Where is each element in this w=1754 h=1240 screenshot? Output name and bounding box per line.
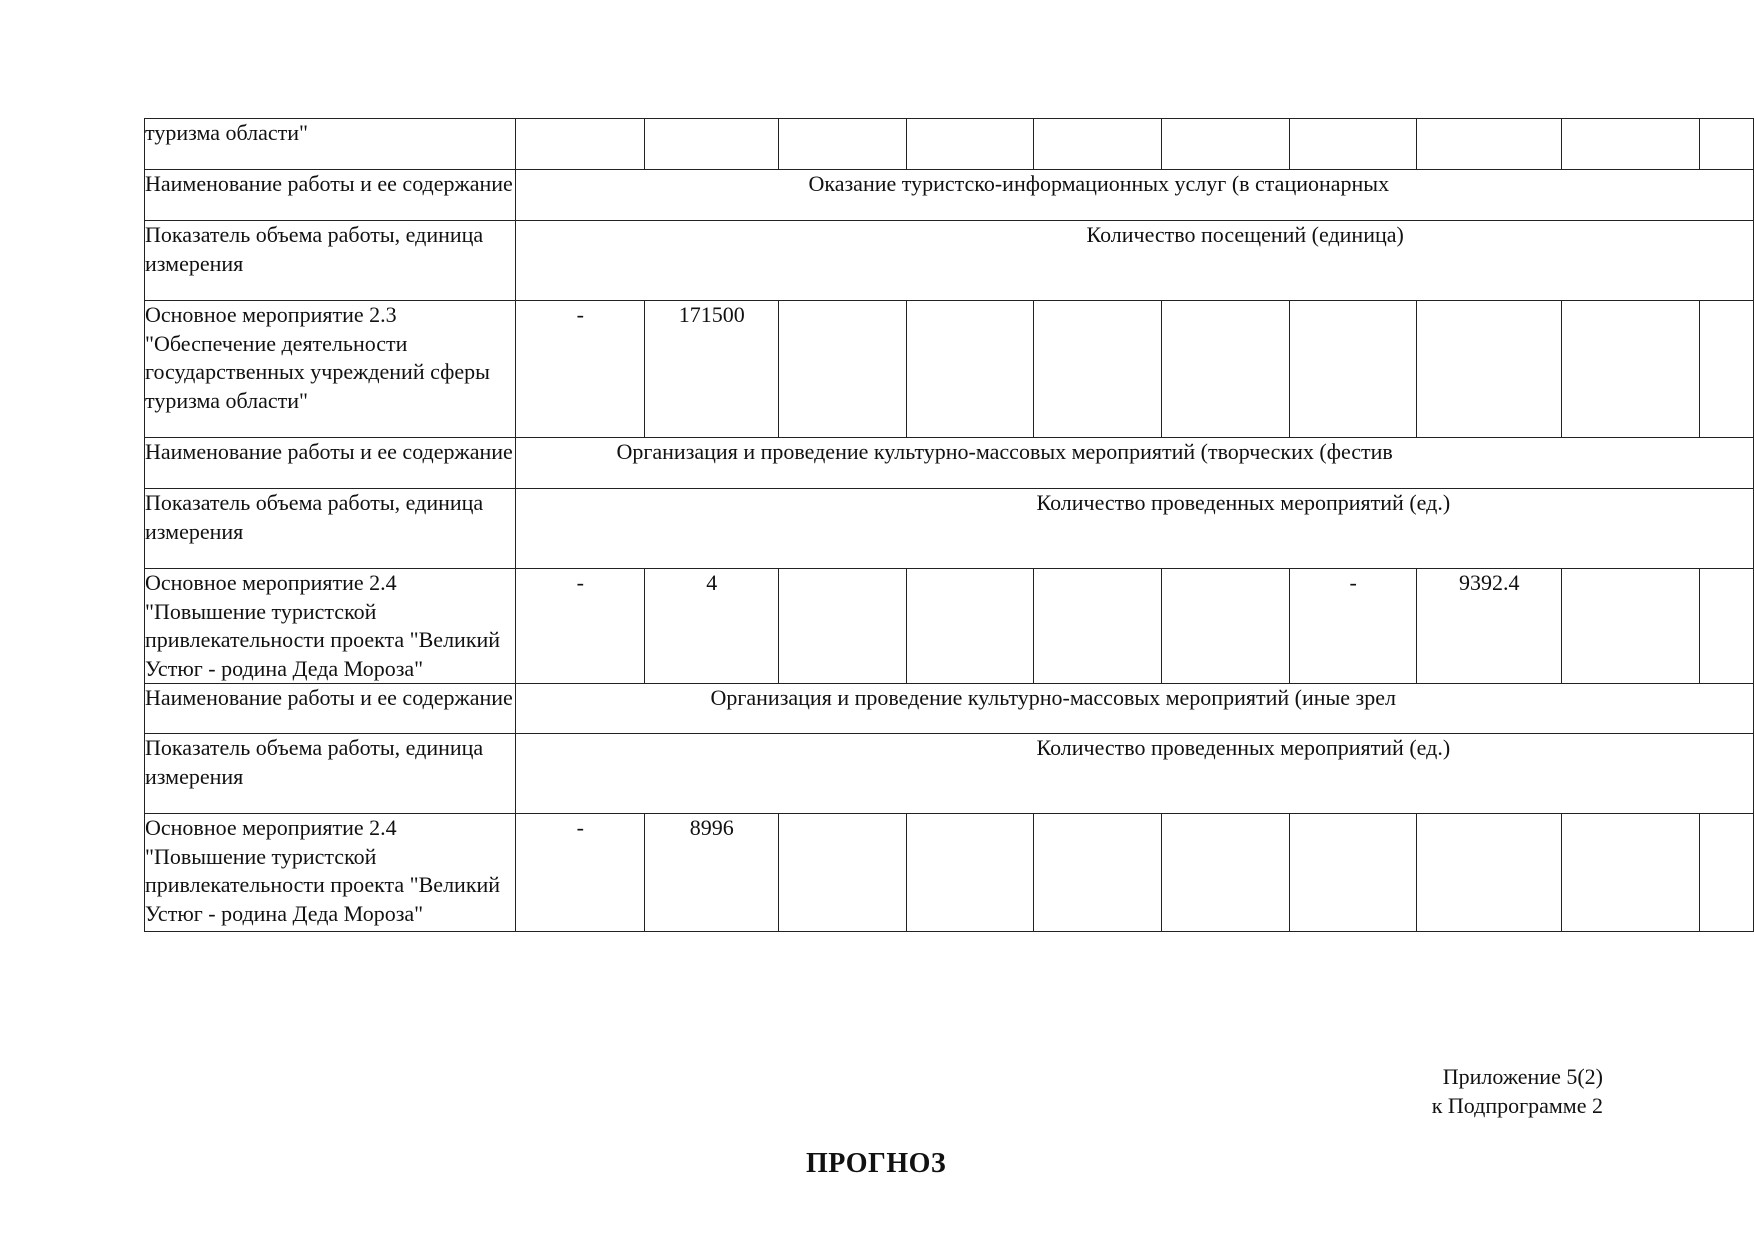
value-cell [779, 301, 907, 438]
value-cell [1289, 119, 1417, 170]
value-cell [1162, 119, 1290, 170]
value-cell [1417, 814, 1562, 932]
value-cell [1699, 569, 1753, 684]
value-cell: 9392.4 [1417, 569, 1562, 684]
value-cell [1162, 814, 1290, 932]
value-cell [1699, 119, 1753, 170]
value-cell [907, 301, 1034, 438]
value-cell: - [516, 569, 645, 684]
annex-reference [1432, 1062, 1603, 1120]
value-cell [1289, 814, 1417, 932]
value-cell [1417, 301, 1562, 438]
value-cell [779, 119, 907, 170]
value-cell [1034, 814, 1162, 932]
section-title: ПРОГНОЗ [806, 1148, 947, 1179]
value-cell [1699, 301, 1753, 438]
table-row-description [145, 221, 1754, 301]
value-cell [1034, 119, 1162, 170]
value-cell: - [516, 301, 645, 438]
merged-description-cell [516, 489, 1754, 569]
value-cell [1034, 569, 1162, 684]
value-cell: 8996 [645, 814, 779, 932]
table-row-description [145, 684, 1754, 734]
value-cell: 171500 [645, 301, 779, 438]
value-cell [1562, 301, 1700, 438]
value-cell [645, 119, 779, 170]
indicators-table [144, 118, 1754, 932]
row-label: Показатель объема работы, единица измерения [145, 734, 516, 814]
value-cell: - [1289, 569, 1417, 684]
value-cell [1562, 119, 1700, 170]
value-cell [907, 119, 1034, 170]
annex-line-2: к Подпрограмме 2 [1431, 1093, 1603, 1118]
description-text: Количество посещений (единица) [1086, 222, 1404, 247]
description-text: Организация и проведение культурно-массовых мероприятий (иные зрел [710, 685, 1396, 710]
value-cell [516, 119, 645, 170]
value-cell [1562, 814, 1700, 932]
value-cell [779, 569, 907, 684]
row-label: туризма области" [145, 119, 516, 170]
value-cell [1162, 569, 1290, 684]
value-cell [1289, 301, 1417, 438]
row-label: Наименование работы и ее содержание [145, 170, 516, 221]
annex-line-1: Приложение 5(2) [1442, 1064, 1603, 1089]
row-label: Основное мероприятие 2.4 "Повышение туристской привлекательности проекта "Великий Устюг - родина Деда Мороза" [145, 814, 516, 932]
merged-description-cell [516, 734, 1754, 814]
row-label: Основное мероприятие 2.3 "Обеспечение деятельности государственных учреждений сферы туризма области" [145, 301, 516, 438]
value-cell [779, 814, 907, 932]
row-label: Наименование работы и ее содержание [145, 684, 516, 734]
merged-description-cell [516, 170, 1754, 221]
description-text: Организация и проведение культурно-массовых мероприятий (творческих (фестив [616, 439, 1393, 464]
value-cell: 4 [645, 569, 779, 684]
value-cell [1562, 569, 1700, 684]
description-text: Количество проведенных мероприятий (ед.) [1036, 735, 1451, 760]
description-text: Оказание туристско-информационных услуг (в стационарных [808, 171, 1390, 196]
value-cell [907, 569, 1034, 684]
merged-description-cell [516, 684, 1754, 734]
merged-description-cell [516, 438, 1754, 489]
row-label: Показатель объема работы, единица измерения [145, 489, 516, 569]
table-row [145, 569, 1754, 684]
table-row-description [145, 170, 1754, 221]
table-row-description [145, 489, 1754, 569]
value-cell [1417, 119, 1562, 170]
value-cell [907, 814, 1034, 932]
row-label: Наименование работы и ее содержание [145, 438, 516, 489]
value-cell [1699, 814, 1753, 932]
table-row-description [145, 438, 1754, 489]
table-row [145, 814, 1754, 932]
table-row [145, 301, 1754, 438]
merged-description-cell [516, 221, 1754, 301]
value-cell [1034, 301, 1162, 438]
value-cell: - [516, 814, 645, 932]
row-label: Основное мероприятие 2.4 "Повышение туристской привлекательности проекта "Великий Устюг - родина Деда Мороза" [145, 569, 516, 684]
description-text: Количество проведенных мероприятий (ед.) [1036, 490, 1451, 515]
row-label: Показатель объема работы, единица измерения [145, 221, 516, 301]
table-row-description [145, 734, 1754, 814]
table-row [145, 119, 1754, 170]
value-cell [1162, 301, 1290, 438]
